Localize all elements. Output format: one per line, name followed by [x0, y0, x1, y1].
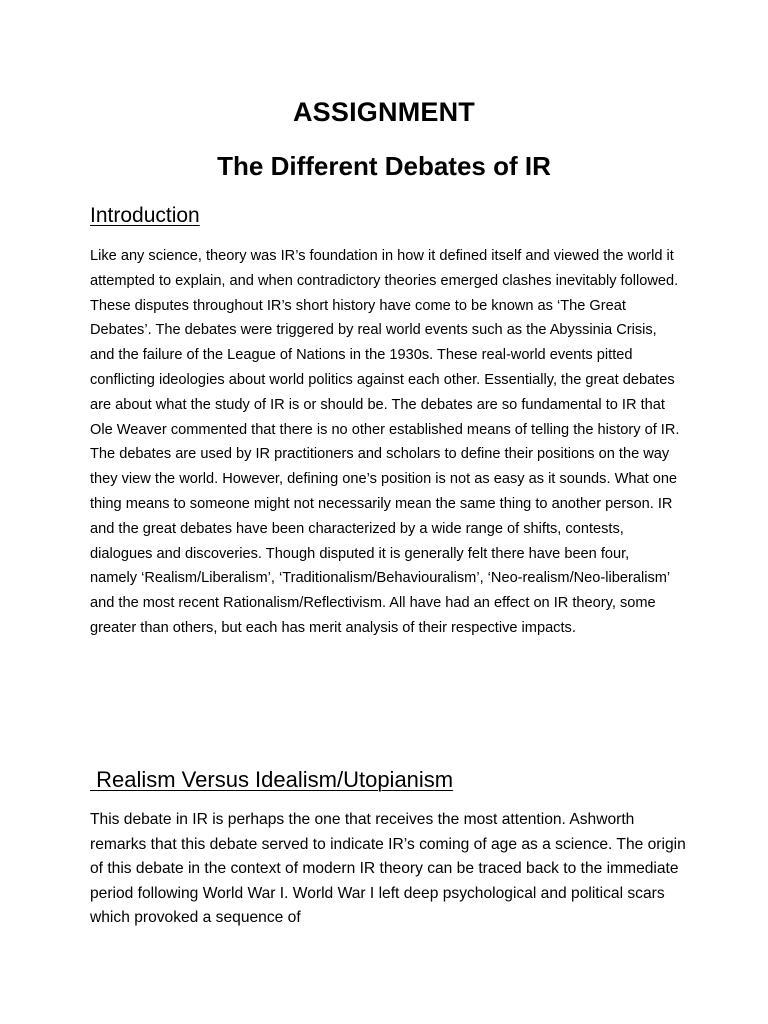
section-heading-realism-versus-idealism: Realism Versus Idealism/Utopianism	[90, 767, 454, 792]
page-title: ASSIGNMENT	[292, 97, 475, 127]
section-body-introduction: Like any science, theory was IR’s foundation in how it defined itself and viewed the world it attempted to explain, and when contradictory theories emerged clashes inevitably followed. These disputes throughout IR’s short history have come to be known as ‘The Great Debates’. The debates were triggered by real world events such as the Abyssinia Crisis, and the failure of the League of Nations in the 1930s. These real-world events pitted conflicting ideologies about world politics against each other. Essentially, the great debates are about what the study of IR is or should be. The debates are so fundamental to IR that Ole Weaver commented that there is no other established means of telling the history of IR. The debates are used by IR practitioners and scholars to define their positions on the way they view the world. However, defining one’s position is not as easy as it sounds. What one thing means to someone might not necessarily mean the same thing to another person. IR and the great debates have been characterized by a wide range of shifts, contests, dialogues and discoveries. Though disputed it is generally felt there have been four, namely ‘Realism/Liberalism’, ‘Traditionalism/Behaviouralism’, ‘Neo-realism/Neo-liberalism’ and the most recent Rationalism/Reflectivism. All have had an effect on IR theory, some greater than others, but each has merit analysis of their respective impacts.	[90, 248, 680, 636]
page-subtitle: The Different Debates of IR	[217, 151, 551, 181]
section-body-realism-versus-idealism: This debate in IR is perhaps the one that receives the most attention. Ashworth remarks that this debate served to indicate IR’s coming of age as a science. The origin of this debate in the context of modern IR theory can be traced back to the immediate period following World War I. World War I left deep psychological and political scars which provoked a sequence of	[90, 811, 686, 927]
section-heading-introduction: Introduction	[90, 204, 200, 227]
